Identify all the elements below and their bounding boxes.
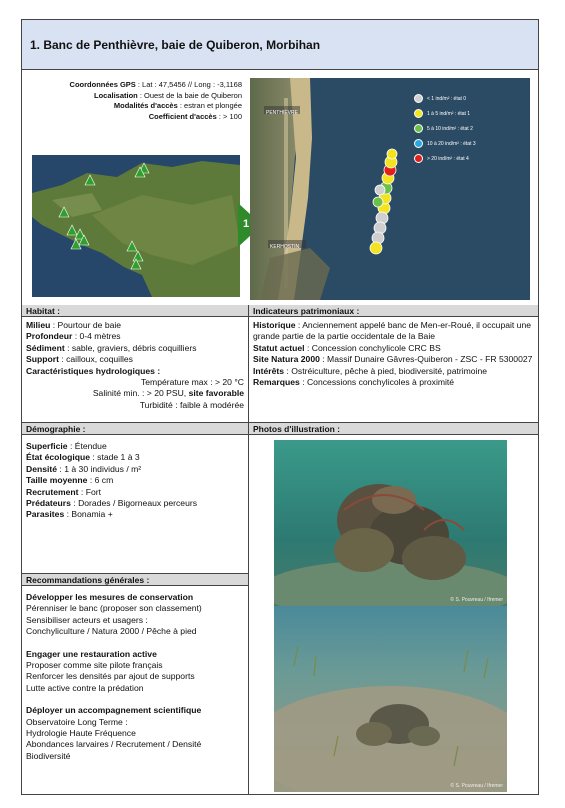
superficie-value: : Étendue: [67, 441, 107, 451]
historique-value: : Anciennement appelé banc de Men-er-Roué, il occupait une grande partie de la partie occidentale de la Baie: [253, 320, 532, 342]
historique-label: Historique: [253, 320, 296, 330]
satellite-map: [250, 78, 530, 300]
predateurs-value: : Dorades / Bigorneaux perceurs: [70, 498, 198, 509]
coords-label: Coordonnées GPS: [69, 80, 136, 89]
site-number: 1: [242, 218, 250, 230]
brittany-map: [32, 155, 240, 297]
reco-line: Biodiversité: [26, 750, 71, 761]
superficie-label: Superficie: [26, 441, 68, 451]
parasites-label: Parasites: [26, 509, 65, 520]
support-value: : cailloux, coquilles: [58, 354, 133, 365]
recommandations-header: Recommandations générales :: [22, 574, 248, 586]
parasites-value: : Bonamia +: [64, 509, 113, 520]
demographie-header: Démographie :: [22, 423, 248, 435]
reco-line: Lutte active contre la prédation: [26, 682, 144, 693]
legend-item-2: [414, 124, 476, 133]
indicateurs-header: Indicateurs patrimoniaux :: [249, 305, 538, 317]
predateurs-label: Prédateurs: [26, 498, 71, 509]
location-label: Localisation: [93, 90, 138, 100]
etat-label: État écologique: [26, 452, 90, 463]
demographie-content: [26, 441, 244, 521]
milieu-label: Milieu: [26, 320, 51, 330]
legend-dot: [414, 139, 423, 148]
indicateurs-content: [253, 320, 535, 388]
salinite: [26, 388, 244, 399]
legend-dot: [414, 109, 423, 118]
recrutement-label: Recrutement: [26, 486, 79, 497]
legend-label: < 1 ind/m² : état 0: [427, 95, 467, 102]
location-section: [22, 70, 538, 306]
densite-label: Densité: [26, 463, 58, 474]
oyster-photo-2: [274, 606, 507, 792]
reco-group-1-title: Développer les mesures de conservation: [26, 592, 194, 602]
taille-value: : 6 cm: [87, 475, 114, 486]
legend-dot: [414, 94, 423, 103]
reco-line: Conchyliculture / Natura 2000 / Pêche à pied: [26, 626, 197, 637]
reco-line: Pérenniser le banc (proposer son classement): [26, 603, 202, 614]
legend-dot: [414, 124, 423, 133]
hydro-label: Caractéristiques hydrologiques :: [26, 365, 161, 376]
legend-item-1: [414, 109, 476, 118]
photo-credit-2: © S. Pouvreau / Ifremer: [450, 783, 503, 789]
habitat-header: Habitat :: [22, 305, 248, 317]
access-value: : estran et plongée: [177, 101, 242, 110]
coef-value: : > 100: [216, 111, 242, 121]
coords-value: : Lat : 47,5456 // Long : -3,1168: [135, 80, 242, 89]
etat-value: : stade 1 à 3: [89, 452, 140, 463]
densite-value: : 1 à 30 individus / m²: [57, 463, 142, 474]
page-title: 1. Banc de Penthièvre, baie de Quiberon, Morbihan: [22, 20, 538, 70]
access-label: Modalités d'accès: [113, 101, 178, 110]
remarques-label: Remarques: [253, 377, 300, 388]
fiche-site: [21, 19, 539, 795]
column-divider: [248, 305, 249, 795]
recommandations-content: [26, 592, 246, 762]
photo-credit-1: © S. Pouvreau / Ifremer: [450, 597, 503, 603]
reco-line: Proposer comme site pilote français: [26, 660, 163, 671]
habitat-content: [26, 320, 244, 411]
reco-line: Sensibiliser acteurs et usagers :: [26, 614, 148, 625]
reco-line: Hydrologie Haute Fréquence: [26, 728, 136, 739]
location-value: : Ouest de la baie de Quiberon: [137, 90, 242, 100]
coef-label: Coefficient d'accès: [148, 111, 217, 121]
map-label-kerhostin: KERHOSTIN: [270, 244, 300, 250]
natura-label: Site Natura 2000: [253, 354, 320, 365]
support-label: Support: [26, 354, 59, 365]
reco-line: Abondances larvaires / Recrutement / Densité: [26, 739, 202, 750]
statut-label: Statut actuel: [253, 342, 305, 353]
reco-line: Renforcer les densités par ajout de supports: [26, 671, 195, 682]
legend-label: 5 à 10 ind/m² : état 2: [427, 125, 473, 132]
profondeur-value: : 0-4 mètres: [72, 331, 121, 342]
map-legend: [414, 94, 476, 169]
gps-info: [70, 80, 242, 122]
salinite-favorable: site favorable: [188, 388, 244, 399]
map-label-penthievre: PENTHIÈVRE: [266, 110, 298, 116]
oyster-photo-1: [274, 440, 507, 606]
legend-dot: [414, 154, 423, 163]
reco-line: Observatoire Long Terme :: [26, 716, 128, 727]
reco-group-2-title: Engager une restauration active: [26, 648, 157, 659]
statut-value: : Concession conchylicole CRC BS: [304, 342, 441, 353]
profondeur-label: Profondeur: [26, 331, 73, 342]
sediment-value: : sable, graviers, débris coquilliers: [64, 342, 197, 353]
milieu-value: : Pourtour de baie: [50, 320, 122, 330]
legend-item-0: [414, 94, 476, 103]
legend-label: > 20 ind/m² : état 4: [427, 155, 469, 162]
reco-group-3-title: Déployer un accompagnement scientifique: [26, 705, 202, 716]
natura-value: : Massif Dunaire Gâvres-Quiberon - ZSC - FR 5300027: [319, 354, 533, 365]
legend-item-3: [414, 139, 476, 148]
legend-label: 10 à 20 ind/m² : état 3: [427, 140, 476, 147]
photos-header: Photos d'illustration :: [249, 423, 538, 435]
legend-label: 1 à 5 ind/m² : état 1: [427, 110, 471, 117]
recrutement-value: : Fort: [78, 486, 101, 497]
temperature: Température max : > 20 °C: [140, 377, 244, 388]
remarques-value: : Concessions conchylicoles à proximité: [299, 377, 455, 388]
legend-item-4: [414, 154, 476, 163]
interets-label: Intérêts: [253, 365, 285, 376]
salinite-text: Salinité min. : > 20 PSU,: [92, 388, 189, 399]
interets-value: : Ostréiculture, pêche à pied, biodiversité, patrimoine: [284, 365, 488, 376]
sediment-label: Sédiment: [26, 342, 65, 353]
taille-label: Taille moyenne: [26, 475, 88, 486]
turbidite: Turbidité : faible à modérée: [139, 399, 244, 410]
